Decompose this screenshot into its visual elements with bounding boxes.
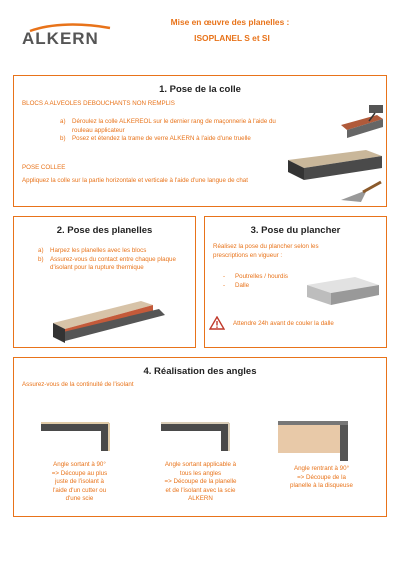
alkern-logo xyxy=(22,22,117,48)
section-4-box xyxy=(13,357,387,517)
section-3-intro: Réalisez la pose du plancher selon les prescriptions en vigueur : xyxy=(213,243,319,259)
section-2-list xyxy=(32,247,187,273)
logo-text: ALKERN xyxy=(22,29,99,48)
section-1-box xyxy=(13,75,387,207)
section-3-box xyxy=(204,216,387,348)
section-4-intro: Assurez-vous de la continuité de l'isolant xyxy=(22,381,134,388)
section-1-title: 1. Pose de la colle xyxy=(159,84,241,95)
section-1-text: Appliquez la colle sur la partie horizontale et verticale à l'aide d'une langue de chat xyxy=(22,177,248,184)
section-3-bullets xyxy=(217,273,317,290)
list-item: a) Harpez les planelles avec les blocs xyxy=(38,247,147,254)
caption-inner-corner: Angle rentrant à 90° => Découpe de la planelle à la disqueuse xyxy=(290,465,353,490)
list-item: - Poutrelles / hourdis xyxy=(223,273,288,280)
caption-outer-corner: Angle sortant à 90° => Découpe au plus juste de l'isolant à l'aide d'un cutter ou d'une scie xyxy=(51,461,108,503)
list-item: a) Déroulez la colle ALKEREOL sur le dernier rang de maçonnerie à l'aide du rouleau applicateur xyxy=(60,118,276,134)
planelles-illustration xyxy=(49,293,169,345)
page-title: Mise en œuvre des planelles : xyxy=(170,17,290,27)
section-2-title: 2. Pose des planelles xyxy=(56,225,153,236)
section-1-list xyxy=(54,118,279,144)
section-2-box xyxy=(13,216,196,348)
inner-corner-cut-illustration xyxy=(274,413,362,463)
page-subtitle: ISOPLANEL S et SI xyxy=(194,33,270,43)
list-item: b) Posez et étendez la trame de verre ALKERN à l'aide d'une truelle xyxy=(60,135,251,143)
section-4-title: 4. Réalisation des angles xyxy=(143,366,257,377)
section-3-title: 3. Pose du plancher xyxy=(250,225,341,236)
list-item: - Dalle xyxy=(223,281,250,289)
section-3-warning: Attendre 24h avant de couler la dalle xyxy=(233,320,334,327)
outer-corner-all-angles-illustration xyxy=(159,413,241,455)
section-1-subtitle-1: BLOCS A ALVEOLES DEBOUCHANTS NON REMPLIS xyxy=(22,100,175,107)
warning-icon xyxy=(209,316,225,330)
caption-outer-corner-all-angles: Angle sortant applicable à tous les angles => Découpe de la planelle et de l'isolant avec la scie ALKERN xyxy=(164,461,237,503)
section-1-subtitle-2: POSE COLLEE xyxy=(22,164,66,171)
outer-corner-cut-illustration xyxy=(39,413,121,455)
list-item: b) Assurez-vous du contact entre chaque plaque d'isolant pour la rupture thermique xyxy=(38,255,176,272)
glue-roller-illustration xyxy=(339,103,387,141)
trowel-icon xyxy=(339,176,389,204)
floor-slab-illustration xyxy=(305,275,380,311)
